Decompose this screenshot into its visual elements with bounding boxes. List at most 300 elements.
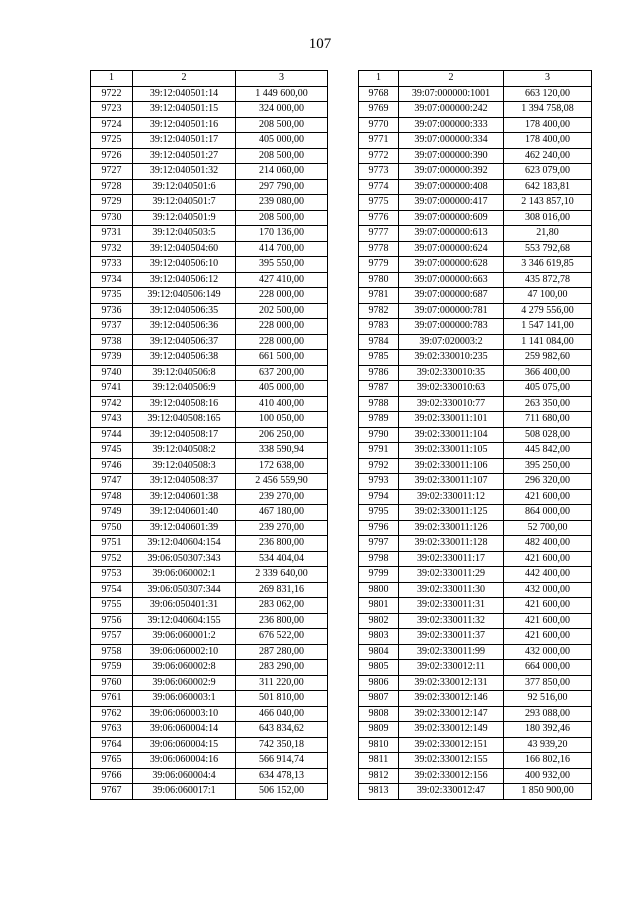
row-index: 9759 [91,660,133,676]
cadastral-value: 47 100,00 [504,288,592,304]
cadastral-value: 664 000,00 [504,660,592,676]
table-row [359,474,592,490]
cadastral-value: 208 500,00 [236,148,328,164]
row-index: 9765 [91,753,133,769]
cadastral-value: 623 079,00 [504,164,592,180]
table-row [359,691,592,707]
row-index: 9801 [359,598,399,614]
table-row [359,427,592,443]
cadastral-number: 39:07:000000:242 [399,102,504,118]
cadastral-number: 39:07:000000:781 [399,303,504,319]
cadastral-value: 43 939,20 [504,737,592,753]
table-row [359,226,592,242]
table-body-left [91,86,328,799]
cadastral-value: 435 872,78 [504,272,592,288]
row-index: 9727 [91,164,133,180]
row-index: 9754 [91,582,133,598]
column-header-value: 3 [504,71,592,87]
row-index: 9747 [91,474,133,490]
cadastral-number: 39:12:040501:14 [133,86,236,102]
cadastral-number: 39:07:000000:334 [399,133,504,149]
cadastral-value: 642 183,81 [504,179,592,195]
cadastral-number: 39:12:040506:37 [133,334,236,350]
table-row [359,629,592,645]
page-number: 107 [308,36,332,52]
row-index: 9741 [91,381,133,397]
cadastral-number: 39:06:060004:14 [133,722,236,738]
cadastral-value: 467 180,00 [236,505,328,521]
table-row [359,381,592,397]
cadastral-value: 427 410,00 [236,272,328,288]
cadastral-number: 39:02:330011:29 [399,567,504,583]
cadastral-number: 39:12:040508:3 [133,458,236,474]
table-row [91,427,328,443]
row-index: 9739 [91,350,133,366]
cadastral-value: 432 000,00 [504,582,592,598]
cadastral-value: 166 802,16 [504,753,592,769]
table-row [359,334,592,350]
row-index: 9774 [359,179,399,195]
row-index: 9760 [91,675,133,691]
row-index: 9751 [91,536,133,552]
table-body-right [359,86,592,799]
row-index: 9737 [91,319,133,335]
column-header-value: 3 [236,71,328,87]
table-row [359,210,592,226]
table-row [359,706,592,722]
row-index: 9745 [91,443,133,459]
table-row [91,458,328,474]
cadastral-value: 4 279 556,00 [504,303,592,319]
row-index: 9752 [91,551,133,567]
table-row [359,288,592,304]
table-row [359,458,592,474]
table-row [359,582,592,598]
cadastral-value: 566 914,74 [236,753,328,769]
row-index: 9778 [359,241,399,257]
table-row [91,257,328,273]
table-row [359,164,592,180]
table-row [91,396,328,412]
cadastral-value: 239 270,00 [236,489,328,505]
cadastral-value: 172 638,00 [236,458,328,474]
table-row [359,241,592,257]
cadastral-number: 39:12:040601:40 [133,505,236,521]
row-index: 9722 [91,86,133,102]
cadastral-number: 39:06:060004:4 [133,768,236,784]
cadastral-value: 208 500,00 [236,117,328,133]
cadastral-number: 39:12:040506:35 [133,303,236,319]
table-row [91,536,328,552]
cadastral-number: 39:02:330012:131 [399,675,504,691]
cadastral-number: 39:02:330012:147 [399,706,504,722]
cadastral-number: 39:02:330012:11 [399,660,504,676]
cadastral-number: 39:12:040506:10 [133,257,236,273]
table-row [359,365,592,381]
cadastral-number: 39:06:060017:1 [133,784,236,800]
cadastral-value: 1 547 141,00 [504,319,592,335]
cadastral-number: 39:02:330010:35 [399,365,504,381]
table-row [359,722,592,738]
table-row [359,753,592,769]
cadastral-number: 39:02:330011:32 [399,613,504,629]
cadastral-value: 414 700,00 [236,241,328,257]
cadastral-value: 405 075,00 [504,381,592,397]
row-index: 9766 [91,768,133,784]
row-index: 9791 [359,443,399,459]
table-row [91,381,328,397]
cadastral-number: 39:12:040508:165 [133,412,236,428]
cadastral-value: 296 320,00 [504,474,592,490]
row-index: 9799 [359,567,399,583]
row-index: 9803 [359,629,399,645]
table-row [91,102,328,118]
table-row [91,164,328,180]
cadastral-number: 39:02:330011:99 [399,644,504,660]
row-index: 9755 [91,598,133,614]
cadastral-number: 39:07:000000:609 [399,210,504,226]
table-row [91,551,328,567]
table-row [359,195,592,211]
cadastral-number: 39:12:040506:149 [133,288,236,304]
row-index: 9776 [359,210,399,226]
cadastral-number: 39:02:330011:30 [399,582,504,598]
cadastral-number: 39:12:040501:9 [133,210,236,226]
row-index: 9782 [359,303,399,319]
row-index: 9783 [359,319,399,335]
cadastral-value: 283 062,00 [236,598,328,614]
cadastral-number: 39:07:000000:783 [399,319,504,335]
cadastral-value: 634 478,13 [236,768,328,784]
table-row [91,753,328,769]
cadastral-number: 39:12:040501:27 [133,148,236,164]
table-row [91,133,328,149]
cadastral-number: 39:02:330012:149 [399,722,504,738]
cadastral-value: 206 250,00 [236,427,328,443]
cadastral-number: 39:12:040501:17 [133,133,236,149]
cadastral-value: 1 449 600,00 [236,86,328,102]
header-row [91,71,328,87]
cadastral-value: 482 400,00 [504,536,592,552]
cadastral-value: 239 080,00 [236,195,328,211]
cadastral-value: 228 000,00 [236,334,328,350]
column-header-index: 1 [359,71,399,87]
cadastral-value: 263 350,00 [504,396,592,412]
table-row [359,117,592,133]
table-row [91,365,328,381]
cadastral-value: 1 394 758,08 [504,102,592,118]
table-row [359,133,592,149]
table-row [359,675,592,691]
row-index: 9738 [91,334,133,350]
row-index: 9807 [359,691,399,707]
table-row [359,613,592,629]
cadastral-value: 643 834,62 [236,722,328,738]
cadastral-number: 39:07:020003:2 [399,334,504,350]
table-row [91,582,328,598]
row-index: 9735 [91,288,133,304]
cadastral-value: 178 400,00 [504,117,592,133]
cadastral-value: 553 792,68 [504,241,592,257]
cadastral-number: 39:12:040506:38 [133,350,236,366]
cadastral-value: 1 850 900,00 [504,784,592,800]
cadastral-number: 39:02:330010:63 [399,381,504,397]
cadastral-number: 39:12:040508:37 [133,474,236,490]
table-row [91,117,328,133]
cadastral-value: 395 250,00 [504,458,592,474]
table-row [91,241,328,257]
table-row [359,257,592,273]
row-index: 9761 [91,691,133,707]
cadastral-number: 39:07:000000:613 [399,226,504,242]
cadastral-number: 39:02:330011:104 [399,427,504,443]
row-index: 9753 [91,567,133,583]
cadastral-number: 39:06:060002:10 [133,644,236,660]
cadastral-number: 39:02:330010:77 [399,396,504,412]
row-index: 9757 [91,629,133,645]
column-header-cadastral-number: 2 [133,71,236,87]
row-index: 9775 [359,195,399,211]
cadastral-number: 39:12:040604:155 [133,613,236,629]
row-index: 9810 [359,737,399,753]
table-row [359,396,592,412]
cadastral-value: 395 550,00 [236,257,328,273]
cadastral-number: 39:12:040506:8 [133,365,236,381]
table-row [91,691,328,707]
row-index: 9729 [91,195,133,211]
table-row [91,505,328,521]
row-index: 9768 [359,86,399,102]
row-index: 9730 [91,210,133,226]
row-index: 9804 [359,644,399,660]
row-index: 9789 [359,412,399,428]
cadastral-number: 39:12:040501:6 [133,179,236,195]
row-index: 9787 [359,381,399,397]
table-row [359,737,592,753]
table-row [359,86,592,102]
cadastral-number: 39:12:040503:5 [133,226,236,242]
cadastral-number: 39:02:330011:107 [399,474,504,490]
row-index: 9723 [91,102,133,118]
cadastral-number: 39:06:050307:343 [133,551,236,567]
cadastral-number: 39:12:040604:154 [133,536,236,552]
cadastral-value: 508 028,00 [504,427,592,443]
row-index: 9800 [359,582,399,598]
table-row [359,536,592,552]
row-index: 9750 [91,520,133,536]
row-index: 9772 [359,148,399,164]
cadastral-value: 432 000,00 [504,644,592,660]
table-row [91,412,328,428]
row-index: 9809 [359,722,399,738]
row-index: 9795 [359,505,399,521]
cadastral-value: 308 016,00 [504,210,592,226]
cadastral-value: 293 088,00 [504,706,592,722]
table-row [359,644,592,660]
table-row [359,179,592,195]
cadastral-number: 39:12:040508:17 [133,427,236,443]
cadastral-value: 410 400,00 [236,396,328,412]
table-row [91,768,328,784]
cadastral-number: 39:06:060002:1 [133,567,236,583]
cadastral-number: 39:02:330011:105 [399,443,504,459]
table-row [359,319,592,335]
row-index: 9798 [359,551,399,567]
cadastral-number: 39:07:000000:392 [399,164,504,180]
cadastral-number: 39:12:040501:16 [133,117,236,133]
row-index: 9732 [91,241,133,257]
cadastral-value: 269 831,16 [236,582,328,598]
cadastral-number: 39:02:330011:37 [399,629,504,645]
header-row [359,71,592,87]
cadastral-value: 663 120,00 [504,86,592,102]
table-row [359,505,592,521]
cadastral-number: 39:02:330011:125 [399,505,504,521]
row-index: 9797 [359,536,399,552]
table-row [91,210,328,226]
table-row [91,489,328,505]
row-index: 9744 [91,427,133,443]
cadastral-number: 39:12:040501:7 [133,195,236,211]
table-row [91,303,328,319]
table-row [359,768,592,784]
row-index: 9743 [91,412,133,428]
cadastral-number: 39:07:000000:624 [399,241,504,257]
cadastral-number: 39:06:050307:344 [133,582,236,598]
cadastral-number: 39:02:330012:155 [399,753,504,769]
cadastral-number: 39:06:060004:16 [133,753,236,769]
row-index: 9785 [359,350,399,366]
cadastral-value: 421 600,00 [504,613,592,629]
row-index: 9770 [359,117,399,133]
table-row [91,86,328,102]
row-index: 9767 [91,784,133,800]
cadastral-value: 236 800,00 [236,536,328,552]
row-index: 9794 [359,489,399,505]
cadastral-number: 39:12:040508:2 [133,443,236,459]
cadastral-value: 421 600,00 [504,489,592,505]
cadastral-value: 208 500,00 [236,210,328,226]
row-index: 9734 [91,272,133,288]
table-row [91,567,328,583]
row-index: 9728 [91,179,133,195]
table-row [359,489,592,505]
cadastral-value: 366 400,00 [504,365,592,381]
cadastral-value: 21,80 [504,226,592,242]
table-row [91,350,328,366]
row-index: 9731 [91,226,133,242]
cadastral-value: 338 590,94 [236,443,328,459]
cadastral-number: 39:02:330011:101 [399,412,504,428]
cadastral-number: 39:12:040508:16 [133,396,236,412]
cadastral-number: 39:02:330012:146 [399,691,504,707]
cadastral-number: 39:12:040501:15 [133,102,236,118]
table-row [359,303,592,319]
row-index: 9758 [91,644,133,660]
cadastral-value: 421 600,00 [504,598,592,614]
registry-table-right [358,70,592,800]
row-index: 9764 [91,737,133,753]
cadastral-value: 2 143 857,10 [504,195,592,211]
cadastral-number: 39:06:060003:10 [133,706,236,722]
row-index: 9779 [359,257,399,273]
registry-table-left [90,70,328,800]
cadastral-value: 661 500,00 [236,350,328,366]
cadastral-value: 442 400,00 [504,567,592,583]
cadastral-number: 39:12:040601:38 [133,489,236,505]
table-row [91,288,328,304]
cadastral-value: 3 346 619,85 [504,257,592,273]
cadastral-number: 39:02:330012:151 [399,737,504,753]
cadastral-value: 100 050,00 [236,412,328,428]
cadastral-value: 637 200,00 [236,365,328,381]
row-index: 9786 [359,365,399,381]
row-index: 9742 [91,396,133,412]
table-row [359,148,592,164]
row-index: 9812 [359,768,399,784]
table-row [91,706,328,722]
cadastral-value: 421 600,00 [504,629,592,645]
table-row [359,102,592,118]
table-row [359,272,592,288]
table-row [359,551,592,567]
cadastral-number: 39:07:000000:687 [399,288,504,304]
cadastral-value: 864 000,00 [504,505,592,521]
cadastral-value: 236 800,00 [236,613,328,629]
cadastral-number: 39:12:040504:60 [133,241,236,257]
table-row [359,567,592,583]
cadastral-value: 178 400,00 [504,133,592,149]
cadastral-number: 39:12:040601:39 [133,520,236,536]
cadastral-value: 506 152,00 [236,784,328,800]
cadastral-value: 534 404,04 [236,551,328,567]
row-index: 9790 [359,427,399,443]
table-row [91,675,328,691]
cadastral-value: 742 350,18 [236,737,328,753]
cadastral-value: 259 982,60 [504,350,592,366]
row-index: 9771 [359,133,399,149]
cadastral-number: 39:06:060003:1 [133,691,236,707]
row-index: 9802 [359,613,399,629]
cadastral-value: 377 850,00 [504,675,592,691]
row-index: 9813 [359,784,399,800]
cadastral-number: 39:07:000000:408 [399,179,504,195]
table-row [91,272,328,288]
cadastral-value: 462 240,00 [504,148,592,164]
cadastral-number: 39:06:060002:8 [133,660,236,676]
row-index: 9796 [359,520,399,536]
row-index: 9811 [359,753,399,769]
cadastral-number: 39:02:330012:47 [399,784,504,800]
table-row [91,474,328,490]
table-row [359,784,592,800]
row-index: 9746 [91,458,133,474]
cadastral-number: 39:02:330011:128 [399,536,504,552]
table-row [91,737,328,753]
cadastral-value: 501 810,00 [236,691,328,707]
cadastral-number: 39:06:060004:15 [133,737,236,753]
cadastral-value: 239 270,00 [236,520,328,536]
table-row [91,226,328,242]
cadastral-value: 311 220,00 [236,675,328,691]
cadastral-number: 39:06:060001:2 [133,629,236,645]
cadastral-number: 39:02:330011:12 [399,489,504,505]
cadastral-value: 1 141 084,00 [504,334,592,350]
row-index: 9749 [91,505,133,521]
cadastral-number: 39:12:040506:9 [133,381,236,397]
row-index: 9762 [91,706,133,722]
cadastral-value: 2 456 559,90 [236,474,328,490]
